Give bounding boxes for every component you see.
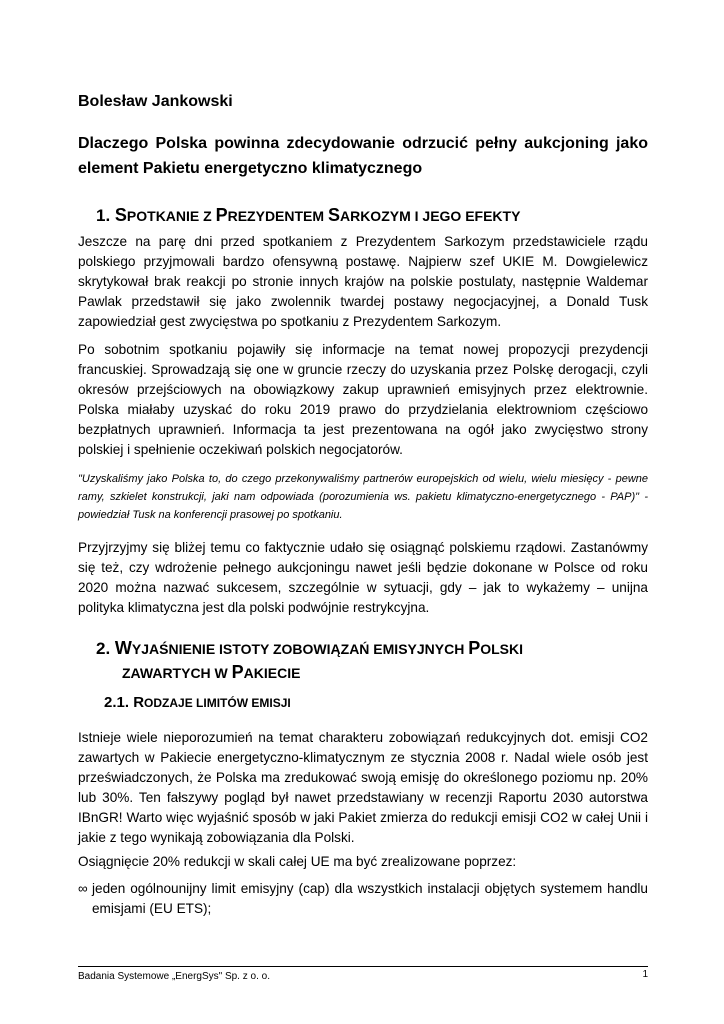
paragraph-5: Osiągnięcie 20% redukcji w skali całej UE ma być zrealizowane poprzez: [78, 854, 517, 869]
section-2-1-heading: 2.1. RODZAJE LIMITÓW EMISJI [104, 694, 291, 711]
section-2-heading-line-2: ZAWARTYCH W PAKIECIE [122, 662, 301, 682]
paragraph-4: Istnieje wiele nieporozumień na temat charakteru zobowiązań redukcyjnych dot. emisji CO2 zawartych w Pakiecie energetyczno-klimatycznym ze stycznia 2008 r. Nadal wiele osób jest przeświadczonych, że Polska ma zredukować swoją emisję do określonego poziomu np. 20% lub 30%. Ten fałszywy pogląd był nawet przedstawiany w recenzji Raportu 2030 autorstwa IBnGR! Warto więc wyjaśnić sposób w jaki Pakiet zmierza do redukcji emisji CO2 w całej Unii i jakie z tego wynikają zobowiązania dla Polski. [78, 730, 648, 845]
paragraph-1: Jeszcze na parę dni przed spotkaniem z Prezydentem Sarkozym przedstawiciele rządu polskiego przyjmowali bardzo ofensywną postawę. Najpierw szef UKIE M. Dowgielewicz skrytykował brak reakcji po stronie innych krajów na polskie postulaty, następnie Waldemar Pawlak przedstawił się jako zwolennik twardej postawy negocjacyjnej, a Donald Tusk zapowiedział gest zwycięstwa po spotkaniu z Prezydentem Sarkozym. [78, 234, 648, 329]
quote-tusk: "Uzyskaliśmy jako Polska to, do czego przekonywaliśmy partnerów europejskich od wielu, wielu miesięcy - pewne ramy, szkielet konstrukcji, jaki nam odpowiada (porozumienia ws. pakietu klimatyczno-energetycznego - PAP)" - powiedział Tusk na konferencji prasowej po spotkaniu. [78, 473, 648, 521]
paragraph-3: Przyjrzyjmy się bliżej temu co faktycznie udało się osiągnąć polskiemu rządowi. Zastanówmy się też, czy wdrożenie pełnego aukcjoningu nawet jeśli będzie dokonane w Polsce od roku 2020 można nazwać sukcesem, szczególnie w sytuacji, gdy – jak to wykażemy – unijna polityka klimatyczna jest dla polski podwójnie restrykcyjna. [78, 540, 648, 615]
section-2-heading: 2. WYJAŚNIENIE ISTOTY ZOBOWIĄZAŃ EMISYJNYCH POLSKI [96, 638, 524, 658]
bullet-infinity-icon: ∞ [78, 881, 88, 896]
footer-divider [78, 966, 648, 967]
list-item [78, 879, 648, 919]
list-item-text: jeden ogólnounijny limit emisyjny (cap) dla wszystkich instalacji objętych systemem handlu emisjami (EU ETS); [92, 881, 648, 916]
author-name: Bolesław Jankowski [78, 93, 233, 110]
section-1-number: 1. [96, 206, 115, 225]
document-title: Dlaczego Polska powinna zdecydowanie odrzucić pełny aukcjoning jako element Pakietu energetyczno klimatycznego [78, 135, 648, 177]
paragraph-2: Po sobotnim spotkaniu pojawiły się informacje na temat nowej propozycji prezydencji francuskiej. Sprowadzają się one w gruncie rzeczy do uzyskania przez Polskę derogacji, czyli okresów przejściowych na obowiązkowy zakup uprawnień emisyjnych przez elektrownie. Polska miałaby uzyskać do roku 2019 prawo do przydzielania elektrowniom częściowo bezpłatnych uprawnień. Informacja ta jest prezentowana na ogół jako zwycięstwo strony polskiej i spełnienie oczekiwań polskich negocjatorów. [78, 342, 648, 457]
page-number: 1 [642, 969, 648, 980]
footer-company: Badania Systemowe „EnergSys" Sp. z o. o. [78, 971, 270, 982]
section-1-heading: 1. SPOTKANIE Z PREZYDENTEM SARKOZYM I JEGO EFEKTY [96, 205, 521, 225]
